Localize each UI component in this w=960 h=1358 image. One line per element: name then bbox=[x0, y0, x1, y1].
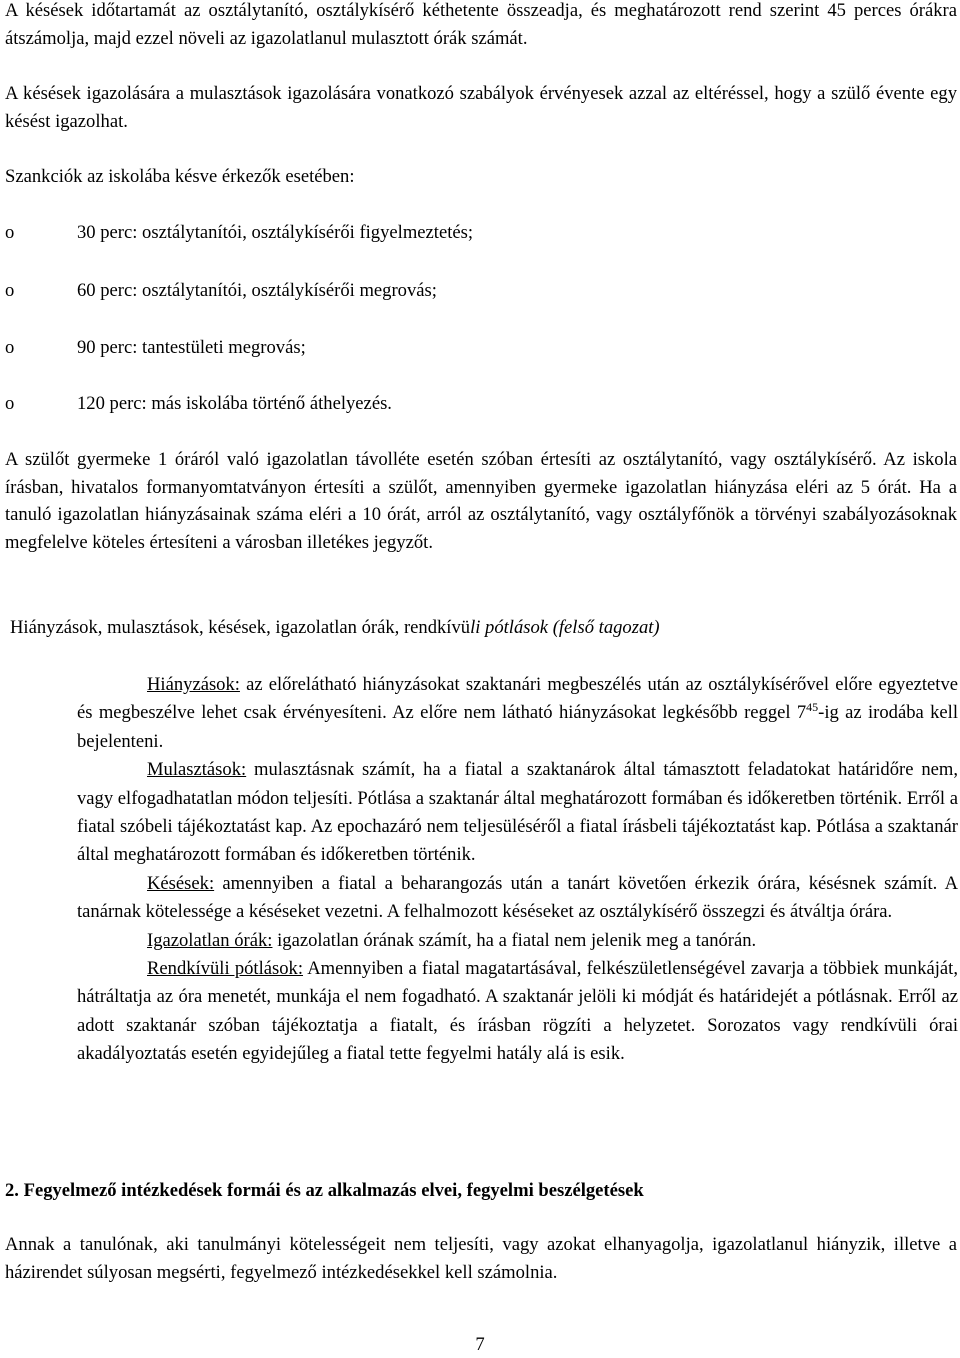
definition-extra-makeups: Rendkívüli pótlások: Amennyiben a fiatal magatartásával, felkészületlenségével zavarja a többiek munkáját, hátráltatja az óra menetét, munkája el nem fogadható. A szaktanár jelöli ki módját és határidejét a pótlásnak. Erről az adott szaktanár szóban tájékoztatja a fiatalt, és írásban rögzíti a helyzetet. Sorozatos vagy rendkívüli órai akadályoztatás esetén egyidejűleg a fiatal tette fegyelmi hatály alá is esik. bbox=[77, 958, 958, 1065]
bullet-icon: o bbox=[5, 280, 15, 301]
document-page: A késések időtartamát az osztálytanító, osztálykísérő kéthetente összeadja, és meghatározott rend szerint 45 perces órákra átszámolja, majd ezzel növeli az igazolatlanul mulasztott órák számát. A késések igazolására a mulasztások igazolására vonatkozó szabályok érvényesek azzal az eltéréssel, hogy a szülő évente egy késést igazolhat. Szankciók az iskolába késve érkezők esetében: o 30 perc: osztálytanítói, osztálykísérői figyelmeztetés; o 60 perc: osztálytanítói, osztálykísérői megrovás; o 90 perc: tantestületi megrovás; o 120 perc: más iskolába történő áthelyezés. A szülőt gyermeke 1 óráról való igazolatlan távolléte esetén szóban értesíti az osztálytanító, vagy osztálykísérő. Az iskola írásban, hivatalos formanyomtatványon értesíti a szülőt, amennyiben gyermeke igazolatlan hiányzása eléri az 5 órát. Ha a tanuló igazolatlan hiányzásainak száma eléri a 10 órát, arról az osztálytanító, vagy osztályfőnök a törvényi szabályozásoknak megfelelve köteles értesíteni a városban illetékes jegyzőt. Hiányzások, mulasztások, késések, igazolatlan órák, rendkívüli pótlások (felső tagozat) Hiányzások: az előrelátható hiányzásokat szaktanári megbeszélés után az osztálykísérővel előre egyeztetve és megbeszélve lehet csak érvényesíteni. Az előre nem látható hiányzásokat legkésőbb reggel $7^{45}-ig$ az irodába kell bejelenteni. Mulasztások: mulasztásnak számít, ha a fiatal a szaktanárok által támasztott feladatokat határidőre nem, vagy elfogadhatatlan módon teljesíti. Pótlása a szaktanár által meghatározott formában és időkeretben történik. Erről a fiatal szóbeli tájékoztatást kap. Az epochazáró nem teljesüléséről a fiatal írásbeli tájékoztatást kap. Pótlása a szaktanár által meghatározott formában és időkeretben történik. Késések: amennyiben a fiatal a beharangozás után a tanárt követően érkezik órára, késésnek számít. A tanárnak kötelessége a késéseket vezetni. A felhalmozott késéseket az osztálykísérő összegzi és átváltja órára. Igazolatlan órák: igazolatlan órának számít, ha a fiatal nem jelenik meg a tanórán. Rendkívüli pótlások: Amennyiben a fiatal magatartásával, felkészületlenségével zavarja a többiek munkáját, hátráltatja az óra menetét, munkája el nem fogadható. A szaktanár jelöli ki módját és határidejét a pótlásnak. Erről az adott szaktanár szóban tájékoztatja a fiatalt, és írásban rögzíti a helyzetet. Sorozatos vagy rendkívüli órai akadályoztatás esetén egyidejűleg a fiatal tette fegyelmi hatály alá is esik. 2. Fegyelmező intézkedések formái és az alkalmazás elvei, fegyelmi beszélgetések Annak a tanulónak, aki tanulmányi kötelességeit nem teljesíti, vagy azokat elhanyagolja, igazolatlanul hiányzik, illetve a házirendet súlyosan megsérti, fegyelmező intézkedésekkel kell számolnia. 7 bbox=[0, 0, 960, 1358]
bullet-icon: o bbox=[5, 222, 15, 243]
definition-late-arrivals: Késések: amennyiben a fiatal a beharangozás után a tanárt követően érkezik órára, késésnek számít. A tanárnak kötelessége a késéseket vezetni. A felhalmozott késéseket az osztálykísérő összegzi és átváltja órára. bbox=[77, 872, 958, 923]
definition-omissions: Mulasztások: mulasztásnak számít, ha a fiatal a szaktanárok által támasztott feladatokat határidőre nem, vagy elfogadhatatlan módon teljesíti. Pótlása a szaktanár által meghatározott formában és időkeretben történik. Erről a fiatal szóbeli tájékoztatást kap. Az epochazáró nem teljesüléséről a fiatal írásbeli tájékoztatást kap. Pótlása a szaktanár által meghatározott formában és időkeretben történik. bbox=[77, 759, 958, 866]
paragraph-discipline: Annak a tanulónak, aki tanulmányi kötelességeit nem teljesíti, vagy azokat elhanyagolja, igazolatlanul hiányzik, illetve a házirendet súlyosan megsérti, fegyelmező intézkedésekkel kell számolnia. bbox=[5, 1234, 957, 1283]
paragraph-parent-notification: A szülőt gyermeke 1 óráról való igazolatlan távolléte esetén szóban értesíti az osztálytanító, vagy osztálykísérő. Az iskola írásban, hivatalos formanyomtatványon értesíti a szülőt, amennyiben gyermeke igazolatlan hiányzása eléri az 5 órát. Ha a tanuló igazolatlan hiányzásainak száma eléri a 10 órát, arról az osztálytanító, vagy osztályfőnök a törvényi szabályozásoknak megfelelve köteles értesíteni a városban illetékes jegyzőt. bbox=[5, 449, 957, 553]
bullet-icon: o bbox=[5, 337, 15, 358]
paragraph-sanctions-intro: Szankciók az iskolába késve érkezők esetében: bbox=[5, 166, 355, 187]
absence-definitions bbox=[77, 671, 958, 1069]
page-number: 7 bbox=[475, 1334, 485, 1355]
definition-unexcused-hours: Igazolatlan órák: igazolatlan órának számít, ha a fiatal nem jelenik meg a tanórán. bbox=[147, 929, 757, 951]
section-heading-discipline: 2. Fegyelmező intézkedések formái és az alkalmazás elvei, fegyelmi beszélgetések bbox=[5, 1180, 644, 1201]
bullet-icon: o bbox=[5, 393, 15, 414]
paragraph-late-summing: A késések időtartamát az osztálytanító, osztálykísérő kéthetente összeadja, és meghatározott rend szerint 45 perces órákra átszámolja, majd ezzel növeli az igazolatlanul mulasztott órák számát. bbox=[5, 0, 957, 49]
section-heading-absences: Hiányzások, mulasztások, késések, igazolatlan órák, rendkívüli pótlások (felső tagozat) bbox=[10, 617, 660, 638]
paragraph-late-excuse: A késések igazolására a mulasztások igazolására vonatkozó szabályok érvényesek azzal az eltéréssel, hogy a szülő évente egy késést igazolhat. bbox=[5, 83, 957, 132]
definition-absences: Hiányzások: az előrelátható hiányzásokat szaktanári megbeszélés után az osztálykísérővel előre egyeztetve és megbeszélve lehet csak érvényesíteni. Az előre nem látható hiányzásokat legkésőbb reggel $7^{45}-ig$ az irodába kell bejelenteni. bbox=[77, 674, 958, 752]
